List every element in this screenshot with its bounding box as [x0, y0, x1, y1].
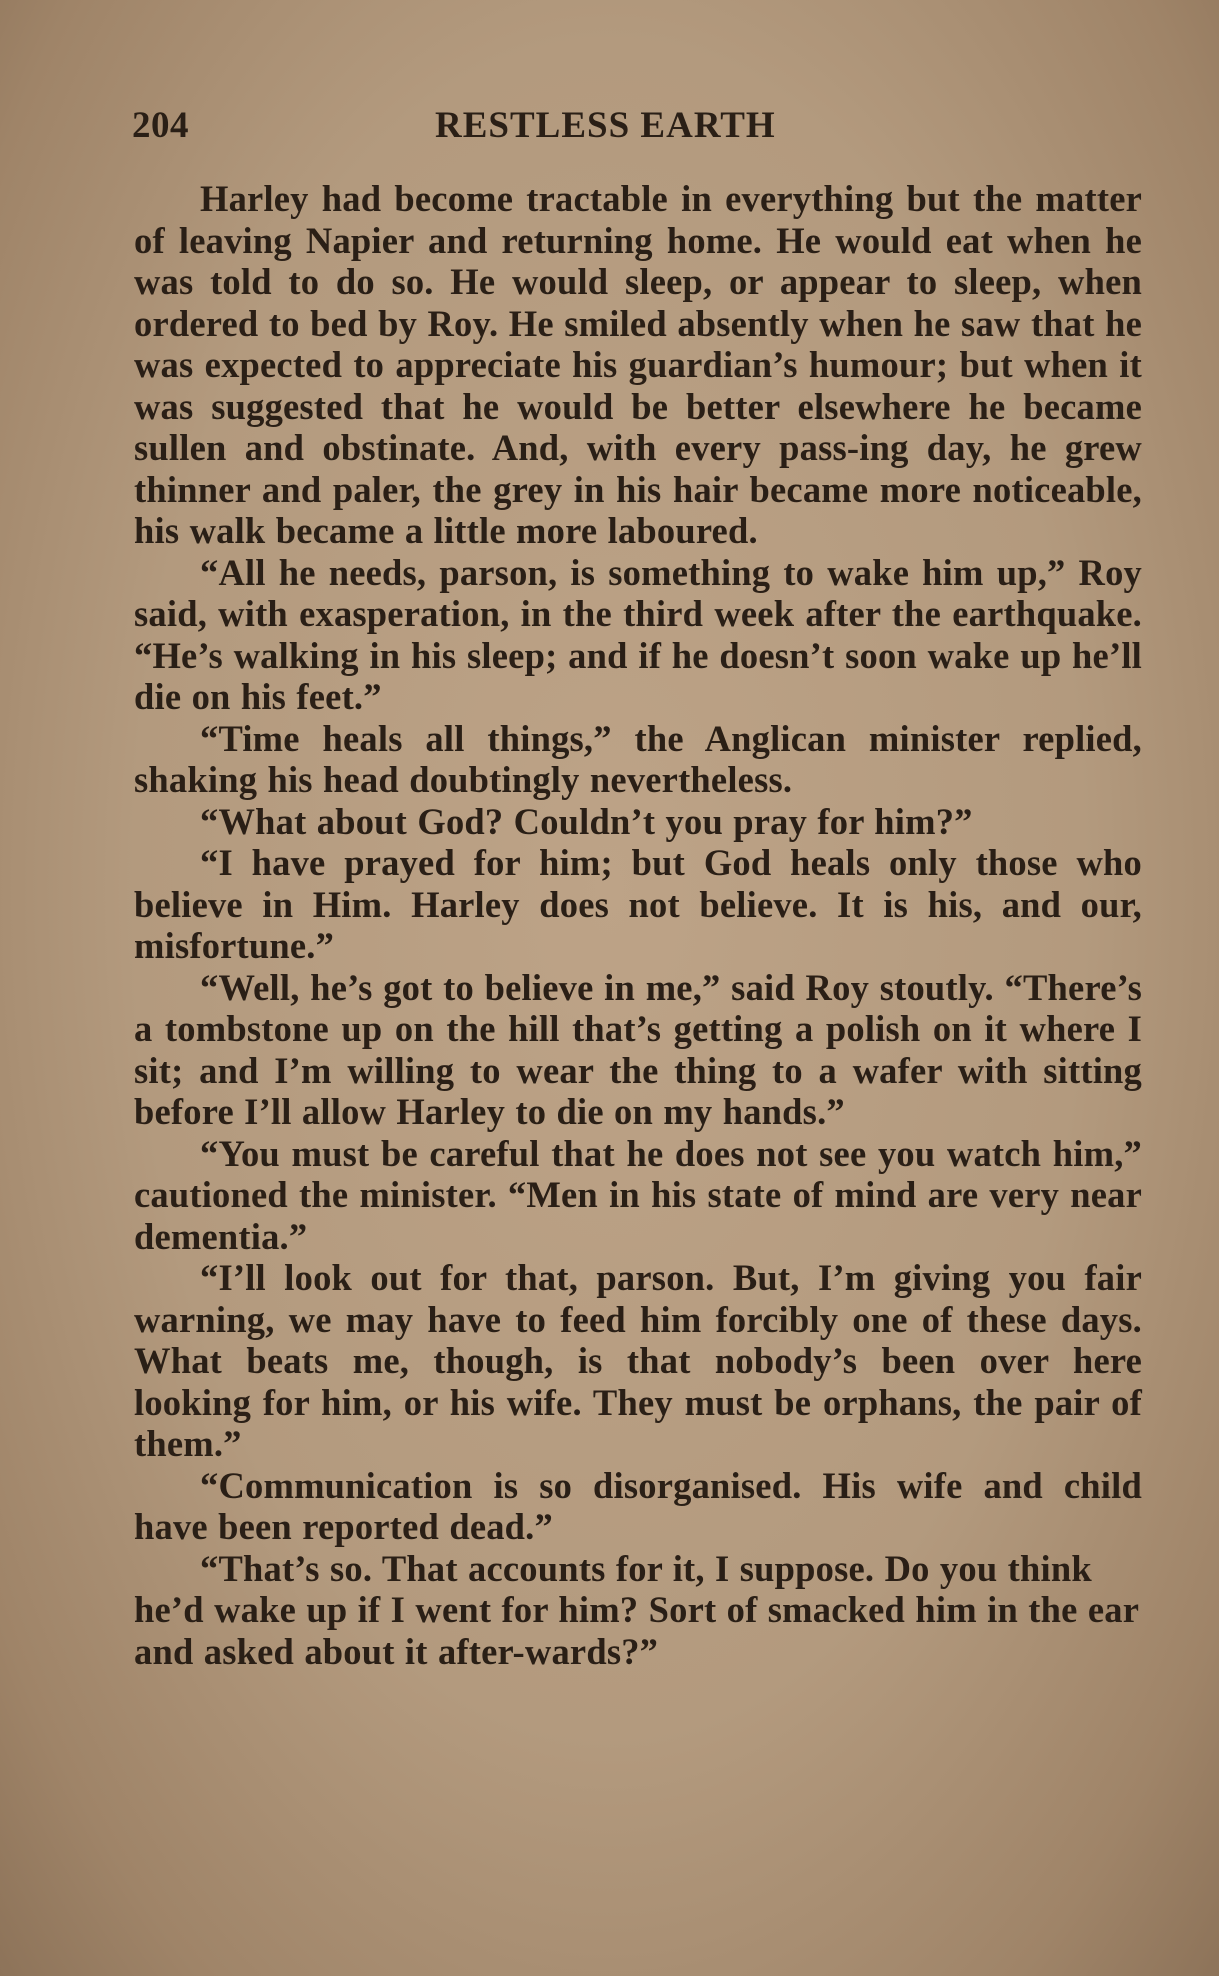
- paragraph: “Communication is so disorganised. His wife and child have been reported dead.”: [134, 1464, 1142, 1547]
- body-text: [134, 178, 1142, 1672]
- paragraph: “Well, he’s got to believe in me,” said Roy stoutly. “There’s a tombstone up on the hill that’s getting a polish on it where I sit; and I’m willing to wear the thing to a wafer with sitting before I’ll allow Harley to die on my hands.”: [134, 966, 1142, 1132]
- paragraph: “What about God? Couldn’t you pray for him?”: [200, 800, 973, 842]
- paragraph: “You must be careful that he does not see you watch him,” cautioned the minister. “Men in his state of mind are very near dementia.”: [134, 1132, 1142, 1257]
- paragraph: “I have prayed for him; but God heals only those who believe in Him. Harley does not believe. It is his, and our, misfortune.”: [134, 842, 1142, 966]
- page-header: [132, 104, 1132, 164]
- paragraph: “I’ll look out for that, parson. But, I’m giving you fair warning, we may have to feed him forcibly one of these days. What beats me, though, is that nobody’s been over here looking for him, or his wife. They must be orphans, the pair of them.”: [134, 1257, 1142, 1464]
- page-number: 204: [132, 105, 189, 146]
- paragraph: Harley had become tractable in everything but the matter of leaving Napier and returning home. He would eat when he was told to do so. He would sleep, or appear to sleep, when ordered to bed by Roy. He smiled absently when he saw that he was expected to appreciate his guardian’s humour; but when it was suggested that he would be better elsewhere he became sullen and obstinate. And, with every pass-ing day, he grew thinner and paler, the grey in his hair became more noticeable, his walk became a little more laboured.: [134, 178, 1142, 551]
- paragraph: “Time heals all things,” the Anglican minister replied, shaking his head doubtingly nevertheless.: [134, 717, 1142, 800]
- paragraph: “All he needs, parson, is something to wake him up,” Roy said, with exasperation, in the third week after the earthquake. “He’s walking in his sleep; and if he doesn’t soon wake up he’ll die on his feet.”: [134, 551, 1142, 717]
- running-title: RESTLESS EARTH: [435, 105, 776, 146]
- paragraph: “That’s so. That accounts for it, I suppose. Do you think he’d wake up if I went for him? Sort of smacked him in the ear and asked about it after-wards?”: [134, 1547, 1139, 1672]
